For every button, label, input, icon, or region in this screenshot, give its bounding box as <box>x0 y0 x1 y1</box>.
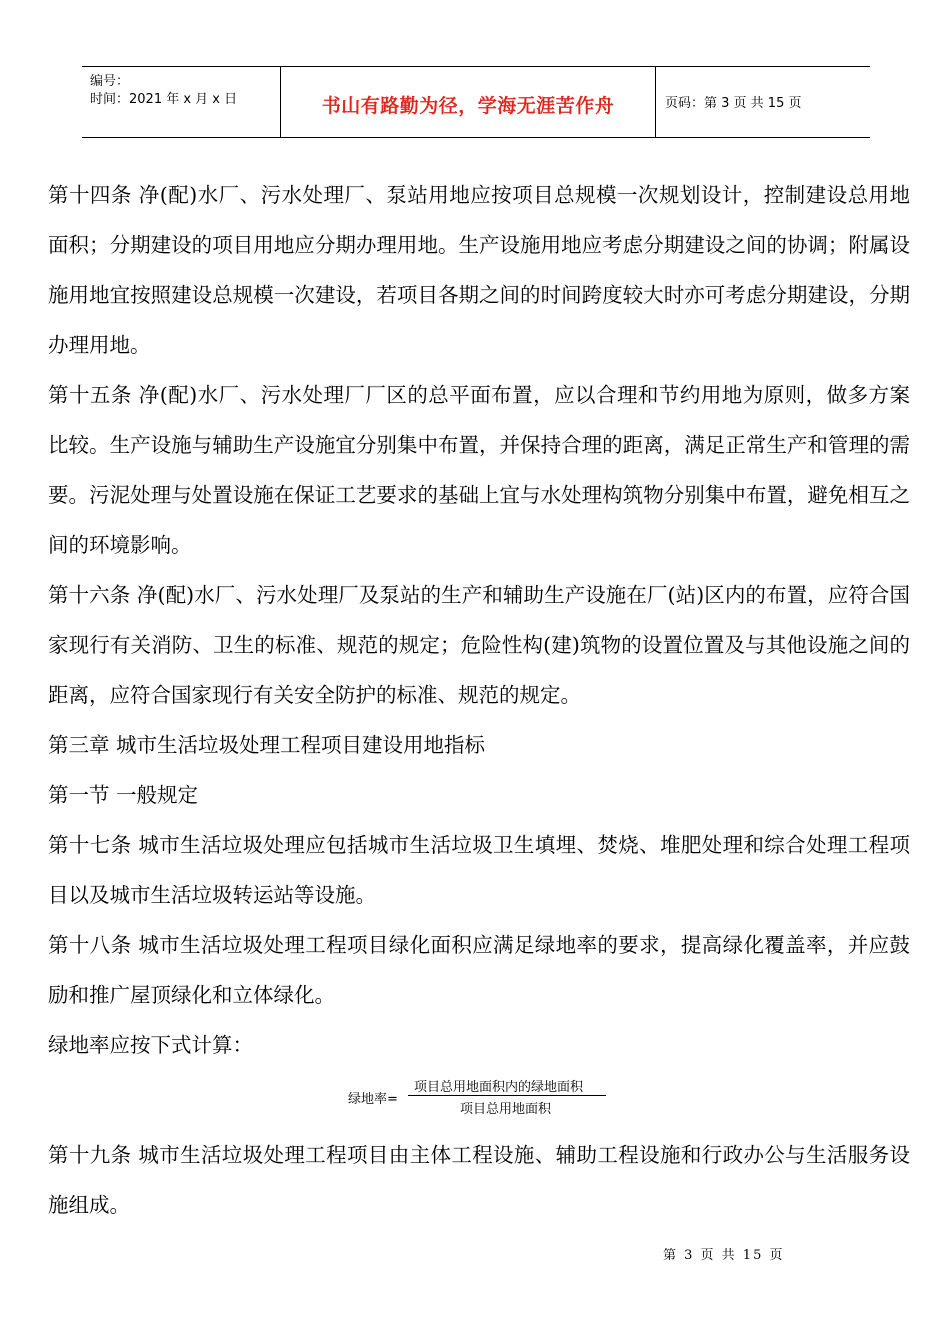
fraction-bar <box>408 1095 606 1096</box>
formula-numerator: 项目总用地面积内的绿地面积 <box>414 1080 584 1095</box>
header-page-number: 页码：第 3 页 共 15 页 <box>665 96 802 111</box>
document-date-label: 时间：2021 年 x 月 x 日 <box>90 92 238 107</box>
green-ratio-formula <box>48 1070 910 1130</box>
formula-intro: 绿地率应按下式计算： <box>48 1033 253 1057</box>
article-17: 第十七条 城市生活垃圾处理应包括城市生活垃圾卫生填埋、焚烧、堆肥处理和综合处理工程项目以及城市生活垃圾转运站等设施。 <box>48 833 910 907</box>
chapter-3-heading: 第三章 城市生活垃圾处理工程项目建设用地指标 <box>48 733 486 757</box>
article-15: 第十五条 净(配)水厂、污水处理厂厂区的总平面布置，应以合理和节约用地为原则，做多方案比较。生产设施与辅助生产设施宜分别集中布置，并保持合理的距离，满足正常生产和管理的需要。污泥处理与处置设施在保证工艺要求的基础上宜与水处理构筑物分别集中布置，避免相互之间的环境影响。 <box>48 383 910 557</box>
section-1-heading: 第一节 一般规定 <box>48 783 199 807</box>
formula-denominator: 项目总用地面积 <box>460 1102 552 1117</box>
document-body <box>48 170 910 1230</box>
formula-label: 绿地率= <box>348 1092 398 1107</box>
header-left-cell <box>82 67 280 137</box>
page-header <box>82 66 870 138</box>
article-18: 第十八条 城市生活垃圾处理工程项目绿化面积应满足绿地率的要求，提高绿化覆盖率，并应鼓励和推广屋顶绿化和立体绿化。 <box>48 933 910 1007</box>
article-19: 第十九条 城市生活垃圾处理工程项目由主体工程设施、辅助工程设施和行政办公与生活服务设施组成。 <box>48 1143 910 1217</box>
header-motto: 书山有路勤为径，学海无涯苦作舟 <box>321 95 615 117</box>
article-14: 第十四条 净(配)水厂、污水处理厂、泵站用地应按项目总规模一次规划设计，控制建设总用地面积；分期建设的项目用地应分期办理用地。生产设施用地应考虑分期建设之间的协调；附属设施用地宜按照建设总规模一次建设，若项目各期之间的时间跨度较大时亦可考虑分期建设，分期办理用地。 <box>48 183 910 357</box>
article-16: 第十六条 净(配)水厂、污水处理厂及泵站的生产和辅助生产设施在厂(站)区内的布置，应符合国家现行有关消防、卫生的标准、规范的规定；危险性构(建)筑物的设置位置及与其他设施之间的距离，应符合国家现行有关安全防护的标准、规范的规定。 <box>48 583 910 707</box>
footer-page-number: 第 3 页 共 15 页 <box>663 1248 785 1263</box>
document-code-label: 编号： <box>90 74 130 89</box>
header-middle-cell <box>280 67 656 137</box>
header-right-cell <box>655 67 870 137</box>
